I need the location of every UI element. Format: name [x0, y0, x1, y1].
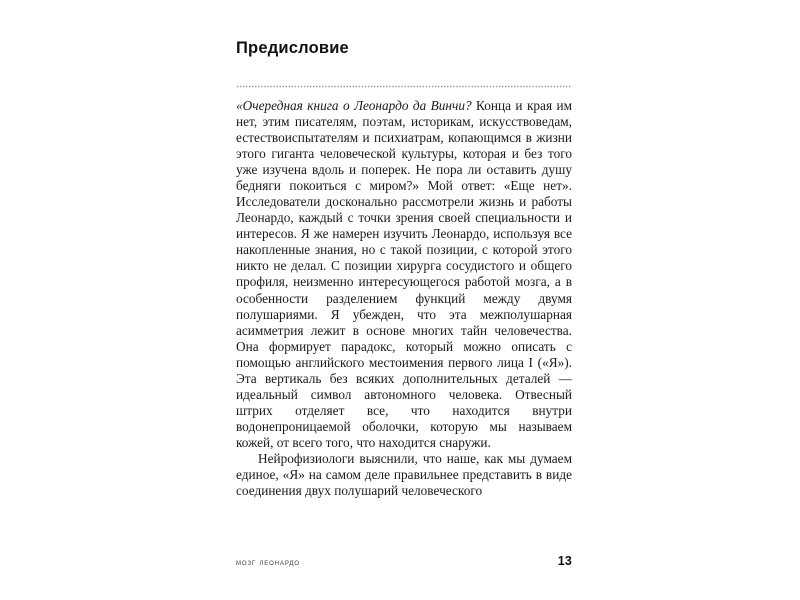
text-column: [236, 0, 572, 600]
page-title: Предисловие: [236, 39, 349, 57]
paragraph-second: Нейрофизиологи выяснили, что наше, как мы думаем единое, «Я» на самом деле правильнее представить в виде соединения двух полушарий человеческого: [236, 451, 572, 499]
lead-italic-quote: «Очередная книга о Леонардо да Винчи?: [236, 97, 472, 113]
paragraph-first-body: Конца и края им нет, этим писателям, поэтам, историкам, искусствоведам, естествоиспытателям и психиатрам, копающимся в жизни этого гиганта человеческой культуры, которая и без того уже изучена вдоль и поперек. Не пора ли оставить душу бедняги покоиться с миром?» Мой ответ: «Еще нет». Исследователи досконально рассмотрели жизнь и работы Леонардо, каждый с точки зрения своей специальности и интересов. Я же намерен изучить Леонардо, используя все накопленные знания, но с такой позиции, с которой этого никто не делал. С позиции хирурга сосудистого и общего профиля, неизменно интересующегося работой мозга, а в особенности разделением функций между двумя полушариями. Я убежден, что эта межполушарная асимметрия лежит в основе многих тайн человечества. Она формирует парадокс, который можно описать с помощью английского местоимения первого лица I («Я»). Эта вертикаль без всяких дополнительных деталей — идеальный символ автономного человека. Отвесный штрих отделяет все, что находится внутри водонепроницаемой оболочки, которую мы называем кожей, от всего того, что находится снаружи.: [236, 97, 572, 450]
page-footer: [236, 554, 572, 568]
running-head: мозг леонардо: [236, 557, 300, 567]
paragraph-first: [236, 88, 572, 451]
page-number: 13: [557, 554, 572, 568]
